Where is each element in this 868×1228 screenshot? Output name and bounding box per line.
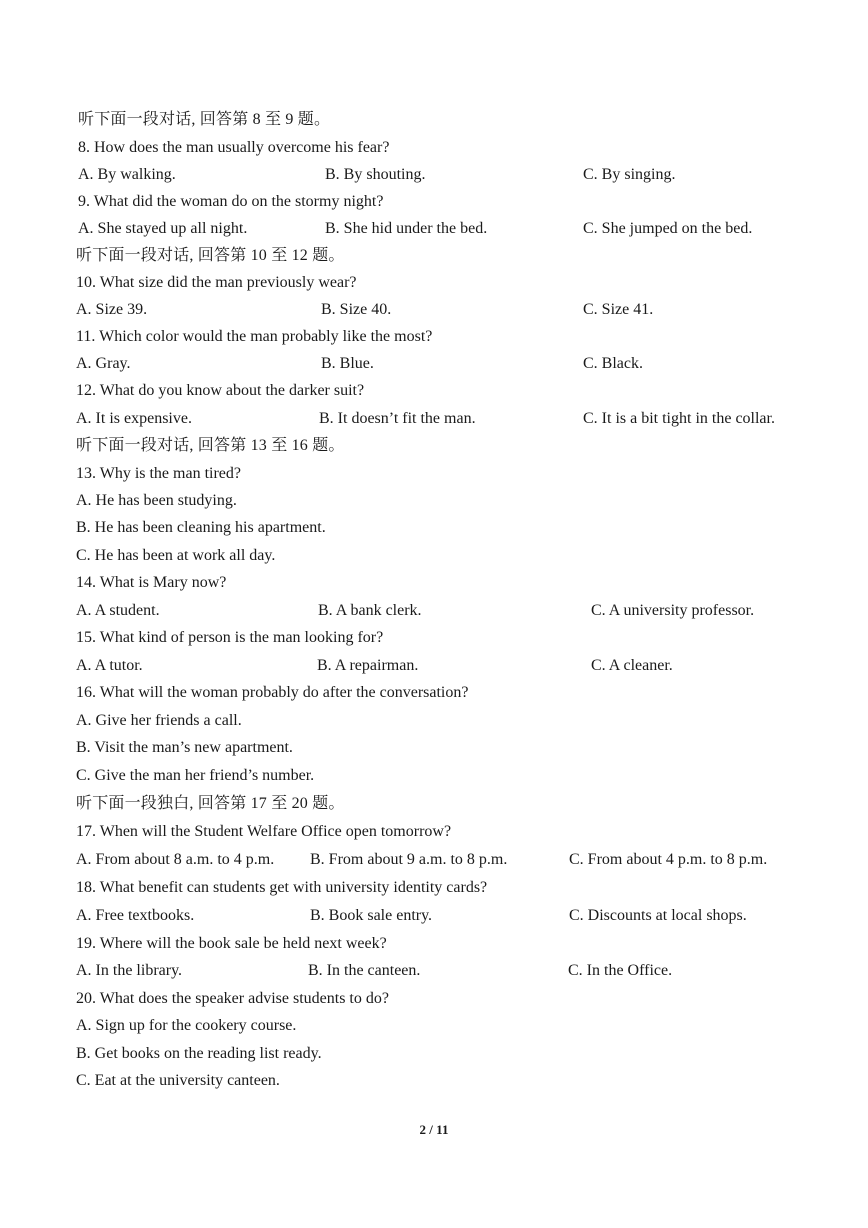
question-stem: 14. What is Mary now? (76, 574, 227, 591)
option-c: C. Discounts at local shops. (569, 907, 747, 924)
question-stem: 11. Which color would the man probably like the most? (76, 328, 433, 345)
option-line (0, 514, 868, 541)
options-row (0, 215, 868, 242)
option-c: C. In the Office. (568, 962, 673, 979)
option-b: B. Get books on the reading list ready. (76, 1045, 322, 1062)
option-b: B. It doesn’t fit the man. (319, 410, 476, 427)
option-a: A. Sign up for the cookery course. (76, 1017, 297, 1034)
option-a: A. Free textbooks. (76, 907, 195, 924)
section-heading: 听下面一段独白, 回答第 17 至 20 题。 (76, 795, 345, 812)
option-b: B. Visit the man’s new apartment. (76, 739, 293, 756)
question-stem: 12. What do you know about the darker suit? (76, 382, 365, 399)
option-b: B. Blue. (321, 355, 374, 372)
question-stem: 16. What will the woman probably do after the conversation? (76, 684, 469, 701)
option-c: C. A university professor. (591, 602, 755, 619)
option-a: A. It is expensive. (76, 410, 192, 427)
option-b: B. Book sale entry. (310, 907, 433, 924)
option-b: B. He has been cleaning his apartment. (76, 519, 326, 536)
question-stem: 10. What size did the man previously wear? (76, 274, 357, 291)
option-line (0, 1040, 868, 1067)
option-a: A. A student. (76, 602, 160, 619)
options-row (0, 957, 868, 984)
option-b: B. In the canteen. (308, 962, 421, 979)
question-stem: 9. What did the woman do on the stormy night? (78, 193, 384, 210)
section-heading: 听下面一段对话, 回答第 10 至 12 题。 (76, 247, 345, 264)
question-stem: 18. What benefit can students get with university identity cards? (76, 879, 488, 896)
option-b: B. By shouting. (325, 166, 426, 183)
option-a: A. Size 39. (76, 301, 148, 318)
option-c: C. Black. (583, 355, 643, 372)
options-row (0, 350, 868, 377)
options-row (0, 846, 868, 873)
options-row (0, 902, 868, 929)
page-number: 2 / 11 (419, 1122, 449, 1137)
option-c: C. She jumped on the bed. (583, 220, 753, 237)
option-line (0, 487, 868, 514)
option-c: C. He has been at work all day. (76, 547, 276, 564)
option-a: A. He has been studying. (76, 492, 237, 509)
option-a: A. By walking. (78, 166, 176, 183)
option-c: C. It is a bit tight in the collar. (583, 410, 775, 427)
option-line (0, 1012, 868, 1039)
section-heading: 听下面一段对话, 回答第 13 至 16 题。 (76, 437, 345, 454)
option-c: C. By singing. (583, 166, 676, 183)
option-b: B. Size 40. (321, 301, 392, 318)
options-row (0, 161, 868, 188)
options-row (0, 296, 868, 323)
option-b: B. She hid under the bed. (325, 220, 488, 237)
options-row (0, 597, 868, 624)
option-line (0, 762, 868, 789)
option-a: A. She stayed up all night. (78, 220, 248, 237)
option-a: A. Give her friends a call. (76, 712, 242, 729)
option-line (0, 1067, 868, 1094)
option-c: C. From about 4 p.m. to 8 p.m. (569, 851, 768, 868)
option-b: B. A repairman. (317, 657, 419, 674)
option-b: B. From about 9 a.m. to 8 p.m. (310, 851, 508, 868)
option-c: C. A cleaner. (591, 657, 673, 674)
question-stem: 13. Why is the man tired? (76, 465, 241, 482)
option-a: A. In the library. (76, 962, 183, 979)
option-a: A. From about 8 a.m. to 4 p.m. (76, 851, 275, 868)
options-row (0, 405, 868, 432)
options-row (0, 652, 868, 679)
option-c: C. Give the man her friend’s number. (76, 767, 315, 784)
option-c: C. Size 41. (583, 301, 654, 318)
option-c: C. Eat at the university canteen. (76, 1072, 280, 1089)
option-line (0, 707, 868, 734)
option-a: A. Gray. (76, 355, 131, 372)
question-stem: 15. What kind of person is the man looking for? (76, 629, 384, 646)
section-heading: 听下面一段对话, 回答第 8 至 9 题。 (78, 111, 331, 128)
question-stem: 20. What does the speaker advise students to do? (76, 990, 389, 1007)
question-stem: 8. How does the man usually overcome his fear? (78, 139, 390, 156)
option-a: A. A tutor. (76, 657, 143, 674)
option-b: B. A bank clerk. (318, 602, 422, 619)
option-line (0, 734, 868, 761)
option-line (0, 542, 868, 569)
question-stem: 19. Where will the book sale be held next week? (76, 935, 387, 952)
question-stem: 17. When will the Student Welfare Office open tomorrow? (76, 823, 452, 840)
